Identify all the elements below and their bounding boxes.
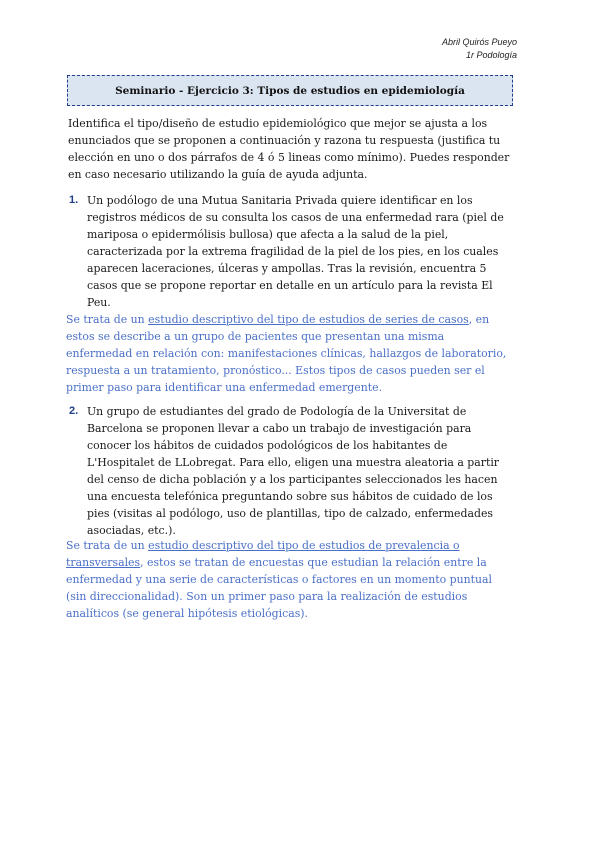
question-line: aparecen laceraciones, úlceras y ampollas. Tras la revisión, encuentra 5 [87,262,487,275]
answer-line: enfermedad en relación con: manifestaciones clínicas, hallazgos de laboratorio, [66,347,507,360]
answer-line: estos se describe a un grupo de pacientes que presentan una misma [66,330,445,343]
answer-line: respuesta a un tratamiento, pronóstico... Estos tipos de casos pueden ser el [66,364,485,377]
question-line: pies (visitas al podólogo, uso de plantillas, tipo de calzado, enfermedades [87,507,493,520]
question-line: conocer los hábitos de cuidados podológicos de los habitantes de [87,439,448,452]
question-1-text [87,192,514,311]
question-line: caracterizada por la extrema fragilidad de la piel de los pies, en los cuales [87,245,499,258]
answer-2-intro: Se trata de un [66,539,149,552]
answer-line [66,311,515,328]
intro-line: enunciados que se proponen a continuación y razona tu respuesta (justifica tu [68,134,501,147]
question-1-number: 1. [69,194,79,206]
page-title: Seminario - Ejercicio 3: Tipos de estudios en epidemiología [115,84,465,97]
answer-2-link-continued[interactable]: transversales [66,556,141,569]
answer-line: (sin direccionalidad). Son un primer paso para la realización de estudios [66,590,468,603]
answer-line: analíticos (se general hipótesis etiológicas). [66,607,309,620]
question-2-text [87,403,514,539]
intro-paragraph [68,115,514,183]
question-line: L'Hospitalet de LLobregat. Para ello, eligen una muestra aleatoria a partir [87,456,500,469]
question-line: casos que se propone reportar en detalle en un artículo para la revista El [87,279,493,292]
answer-2 [66,537,515,622]
intro-line: en caso necesario utilizando la guía de ayuda adjunta. [68,168,368,181]
intro-line: Identifica el tipo/diseño de estudio epidemiológico que mejor se ajusta a los [68,117,488,130]
answer-line: primer paso para identificar una enfermedad emergente. [66,381,383,394]
answer-1-link[interactable]: estudio descriptivo del tipo de estudios de series de casos [148,313,469,326]
page-header [442,36,517,62]
course-name: 1r Podología [465,50,517,60]
answer-2-tail: , estos se tratan de encuestas que estudian la relación entre la [140,556,487,569]
answer-1 [66,311,515,396]
question-line: Barcelona se proponen llevar a cabo un trabajo de investigación para [87,422,472,435]
question-2-number: 2. [69,405,79,417]
answer-line [66,537,515,554]
question-line: Un grupo de estudiantes del grado de Podología de la Universitat de [87,405,467,418]
question-line: Un podólogo de una Mutua Sanitaria Privada quiere identificar en los [87,194,473,207]
answer-1-intro: Se trata de un [66,313,149,326]
answer-2-link[interactable]: estudio descriptivo del tipo de estudios de prevalencia o [148,539,460,552]
question-line: registros médicos de su consulta los casos de una enfermedad rara (piel de [87,211,504,224]
question-line: asociadas, etc.). [87,524,176,537]
answer-line: enfermedad y una serie de características o factores en un momento puntual [66,573,493,586]
intro-line: elección en uno o dos párrafos de 4 ó 5 lineas como mínimo). Puedes responder [68,151,510,164]
answer-line [66,554,515,571]
question-line: mariposa o epidermólisis bullosa) que afecta a la salud de la piel, [87,228,449,241]
question-line: Peu. [87,296,111,309]
answer-1-tail: , en [468,313,490,326]
question-line: del censo de dicha población y a los participantes seleccionados les hacen [87,473,498,486]
question-line: una encuesta telefónica preguntando sobre sus hábitos de cuidado de los [87,490,493,503]
author-name: Abril Quirós Pueyo [441,37,517,47]
title-box [67,75,513,106]
